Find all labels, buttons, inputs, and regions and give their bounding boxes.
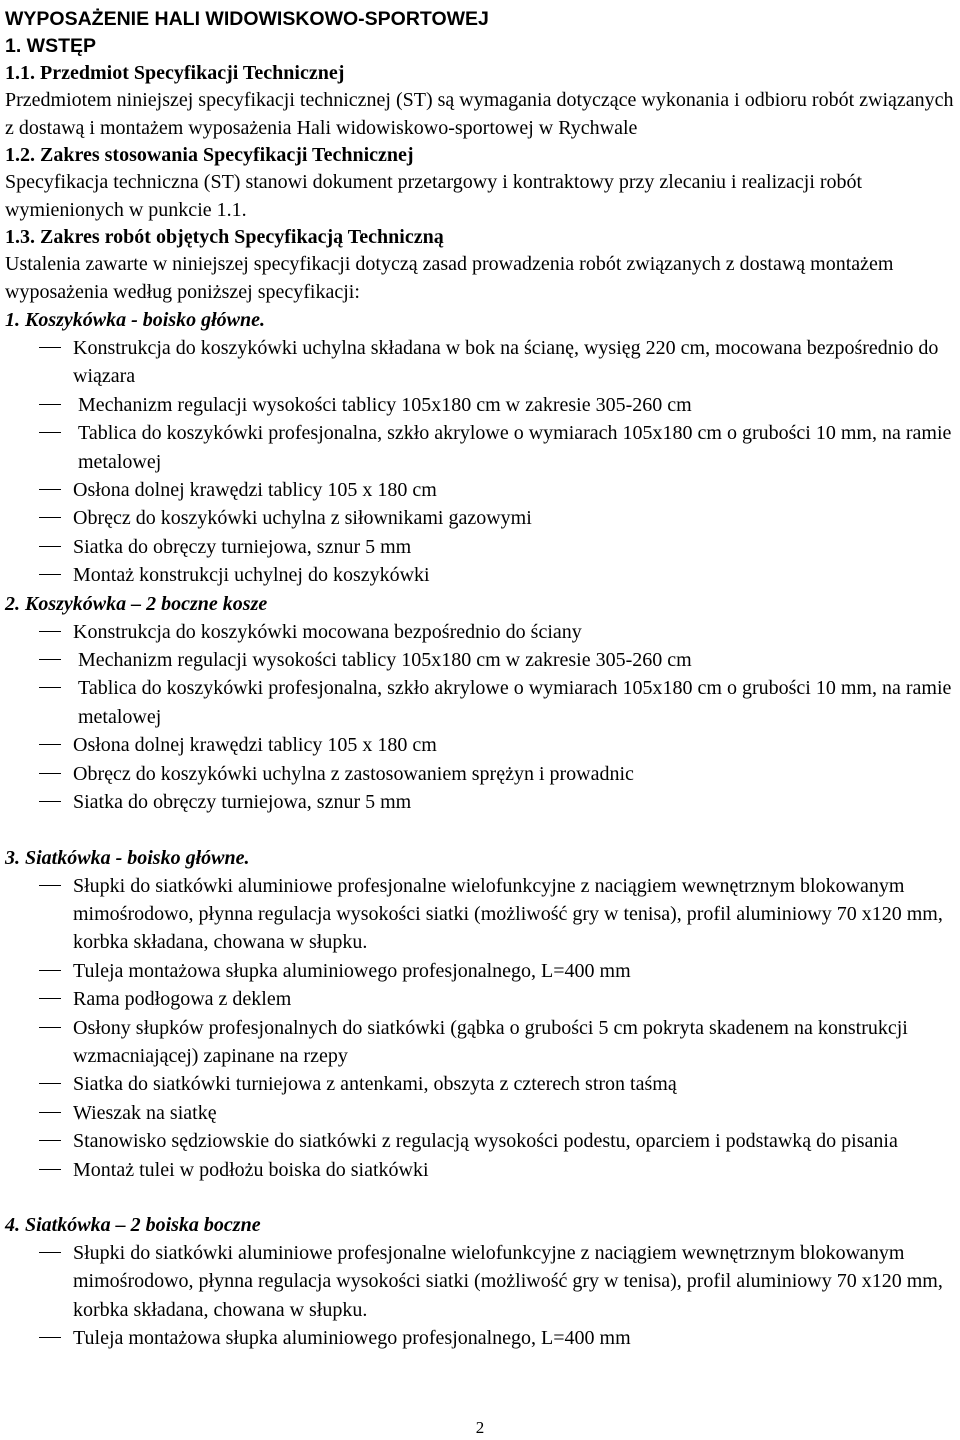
document-page (5, 6, 957, 1353)
group-heading-siatkowka-glowne: 3. Siatkówka - boisko główne. (5, 846, 250, 869)
list-item (5, 1324, 957, 1352)
equipment-list-4 (5, 1239, 957, 1353)
document-title: WYPOSAŻENIE HALI WIDOWISKOWO-SPORTOWEJ (5, 8, 489, 30)
list-item (5, 419, 957, 476)
dash-bullet-icon (39, 998, 61, 999)
equipment-list-1 (5, 334, 957, 590)
list-item (5, 872, 957, 957)
list-item (5, 1156, 957, 1184)
dash-bullet-icon (39, 1112, 61, 1113)
section-heading-1: 1. WSTĘP (5, 35, 97, 57)
dash-bullet-icon (39, 687, 61, 688)
heading-1-2: 1.2. Zakres stosowania Specyfikacji Technicznej (5, 144, 414, 166)
list-item (5, 1099, 957, 1127)
group-heading-koszykowka-boczne: 2. Koszykówka – 2 boczne kosze (5, 592, 268, 615)
equipment-list-3 (5, 872, 957, 1184)
list-item (5, 476, 957, 504)
list-item (5, 533, 957, 561)
dash-bullet-icon (39, 1337, 61, 1338)
list-item-text: Obręcz do koszykówki uchylna z zastosowaniem sprężyn i prowadnic (73, 762, 634, 785)
list-item-text: Słupki do siatkówki aluminiowe profesjonalne wielofunkcyjne z naciągiem wewnętrznym blokowanym mimośrodowo, płynna regulacja wysokości siatki (możliwość gry w tenisa), profil aluminiowy 70 x120 mm, korbka składana, chowana w słupku. (73, 874, 943, 954)
list-item-text: Słupki do siatkówki aluminiowe profesjonalne wielofunkcyjne z naciągiem wewnętrznym blokowanym mimośrodowo, płynna regulacja wysokości siatki (możliwość gry w tenisa), profil aluminiowy 70 x120 mm, korbka składana, chowana w słupku. (73, 1241, 943, 1321)
dash-bullet-icon (39, 574, 61, 575)
list-item (5, 1070, 957, 1098)
dash-bullet-icon (39, 1140, 61, 1141)
paragraph-1-3: Ustalenia zawarte w niniejszej specyfikacji dotyczą zasad prowadzenia robót związanych z dostawą montażem wyposażenia według poniższej specyfikacji: (5, 253, 894, 303)
list-item (5, 760, 957, 788)
dash-bullet-icon (39, 1083, 61, 1084)
dash-bullet-icon (39, 1027, 61, 1028)
list-item (5, 334, 957, 391)
list-item (5, 1127, 957, 1155)
list-item (5, 788, 957, 816)
dash-bullet-icon (39, 773, 61, 774)
list-item-text: Stanowisko sędziowskie do siatkówki z regulacją wysokości podestu, oparciem i podstawką do pisania (73, 1130, 898, 1153)
group-heading-siatkowka-boczne: 4. Siatkówka – 2 boiska boczne (5, 1213, 261, 1236)
list-item-text: Tuleja montażowa słupka aluminiowego profesjonalnego, L=400 mm (73, 1327, 631, 1350)
dash-bullet-icon (39, 744, 61, 745)
list-item-text: Siatka do obręczy turniejowa, sznur 5 mm (73, 791, 412, 814)
list-item (5, 561, 957, 589)
list-item-text: Mechanizm regulacji wysokości tablicy 105x180 cm w zakresie 305-260 cm (78, 393, 692, 416)
list-item (5, 1239, 957, 1324)
list-item (5, 391, 957, 419)
list-item-text: Montaż tulei w podłożu boiska do siatkówki (73, 1158, 429, 1181)
list-item (5, 646, 957, 674)
list-item-text: Rama podłogowa z deklem (73, 988, 292, 1011)
dash-bullet-icon (39, 631, 61, 632)
dash-bullet-icon (39, 970, 61, 971)
dash-bullet-icon (39, 659, 61, 660)
dash-bullet-icon (39, 517, 61, 518)
dash-bullet-icon (39, 347, 61, 348)
paragraph-1-2: Specyfikacja techniczna (ST) stanowi dokument przetargowy i kontraktowy przy zlecaniu i realizacji robót wymienionych w punkcie 1.1. (5, 171, 863, 221)
list-item-text: Konstrukcja do koszykówki uchylna składana w bok na ścianę, wysięg 220 cm, mocowana bezpośrednio do wiązara (73, 337, 939, 388)
spacer (5, 1184, 957, 1211)
list-item-text: Montaż konstrukcji uchylnej do koszykówki (73, 564, 430, 587)
page-number: 2 (475, 1418, 485, 1437)
dash-bullet-icon (39, 1169, 61, 1170)
equipment-list-2 (5, 618, 957, 817)
dash-bullet-icon (39, 546, 61, 547)
list-item-text: Konstrukcja do koszykówki mocowana bezpośrednio do ściany (73, 620, 582, 643)
list-item-text: Obręcz do koszykówki uchylna z siłownikami gazowymi (73, 507, 532, 530)
dash-bullet-icon (39, 801, 61, 802)
dash-bullet-icon (39, 885, 61, 886)
list-item (5, 674, 957, 731)
dash-bullet-icon (39, 432, 61, 433)
list-item-text: Wieszak na siatkę (73, 1101, 217, 1124)
list-item (5, 1014, 957, 1071)
heading-1-1: 1.1. Przedmiot Specyfikacji Technicznej (5, 62, 345, 84)
list-item-text: Tuleja montażowa słupka aluminiowego profesjonalnego, L=400 mm (73, 959, 631, 982)
list-item (5, 731, 957, 759)
dash-bullet-icon (39, 489, 61, 490)
list-item-text: Tablica do koszykówki profesjonalna, szkło akrylowe o wymiarach 105x180 cm o grubości 10 mm, na ramie metalowej (78, 422, 952, 473)
list-item-text: Siatka do siatkówki turniejowa z antenkami, obszyta z czterech stron taśmą (73, 1073, 677, 1096)
group-heading-koszykowka-glowne: 1. Koszykówka - boisko główne. (5, 309, 266, 331)
paragraph-1-1: Przedmiotem niniejszej specyfikacji technicznej (ST) są wymagania dotyczące wykonania i odbioru robót związanych z dostawą i montażem wyposażenia Hali widowiskowo-sportowej w Rychwale (5, 89, 954, 139)
list-item (5, 504, 957, 532)
list-item-text: Osłony słupków profesjonalnych do siatkówki (gąbka o grubości 5 cm pokryta skadenem na konstrukcji wzmacniającej) zapinane na rzepy (73, 1016, 908, 1067)
spacer (5, 817, 957, 844)
list-item-text: Siatka do obręczy turniejowa, sznur 5 mm (73, 535, 412, 558)
list-item-text: Osłona dolnej krawędzi tablicy 105 x 180 cm (73, 734, 437, 757)
list-item-text: Tablica do koszykówki profesjonalna, szkło akrylowe o wymiarach 105x180 cm o grubości 10 mm, na ramie metalowej (78, 677, 952, 728)
dash-bullet-icon (39, 1252, 61, 1253)
list-item (5, 957, 957, 985)
list-item (5, 618, 957, 646)
list-item (5, 985, 957, 1013)
list-item-text: Mechanizm regulacji wysokości tablicy 105x180 cm w zakresie 305-260 cm (78, 649, 692, 672)
list-item-text: Osłona dolnej krawędzi tablicy 105 x 180 cm (73, 479, 437, 502)
heading-1-3: 1.3. Zakres robót objętych Specyfikacją Techniczną (5, 226, 444, 248)
dash-bullet-icon (39, 404, 61, 405)
